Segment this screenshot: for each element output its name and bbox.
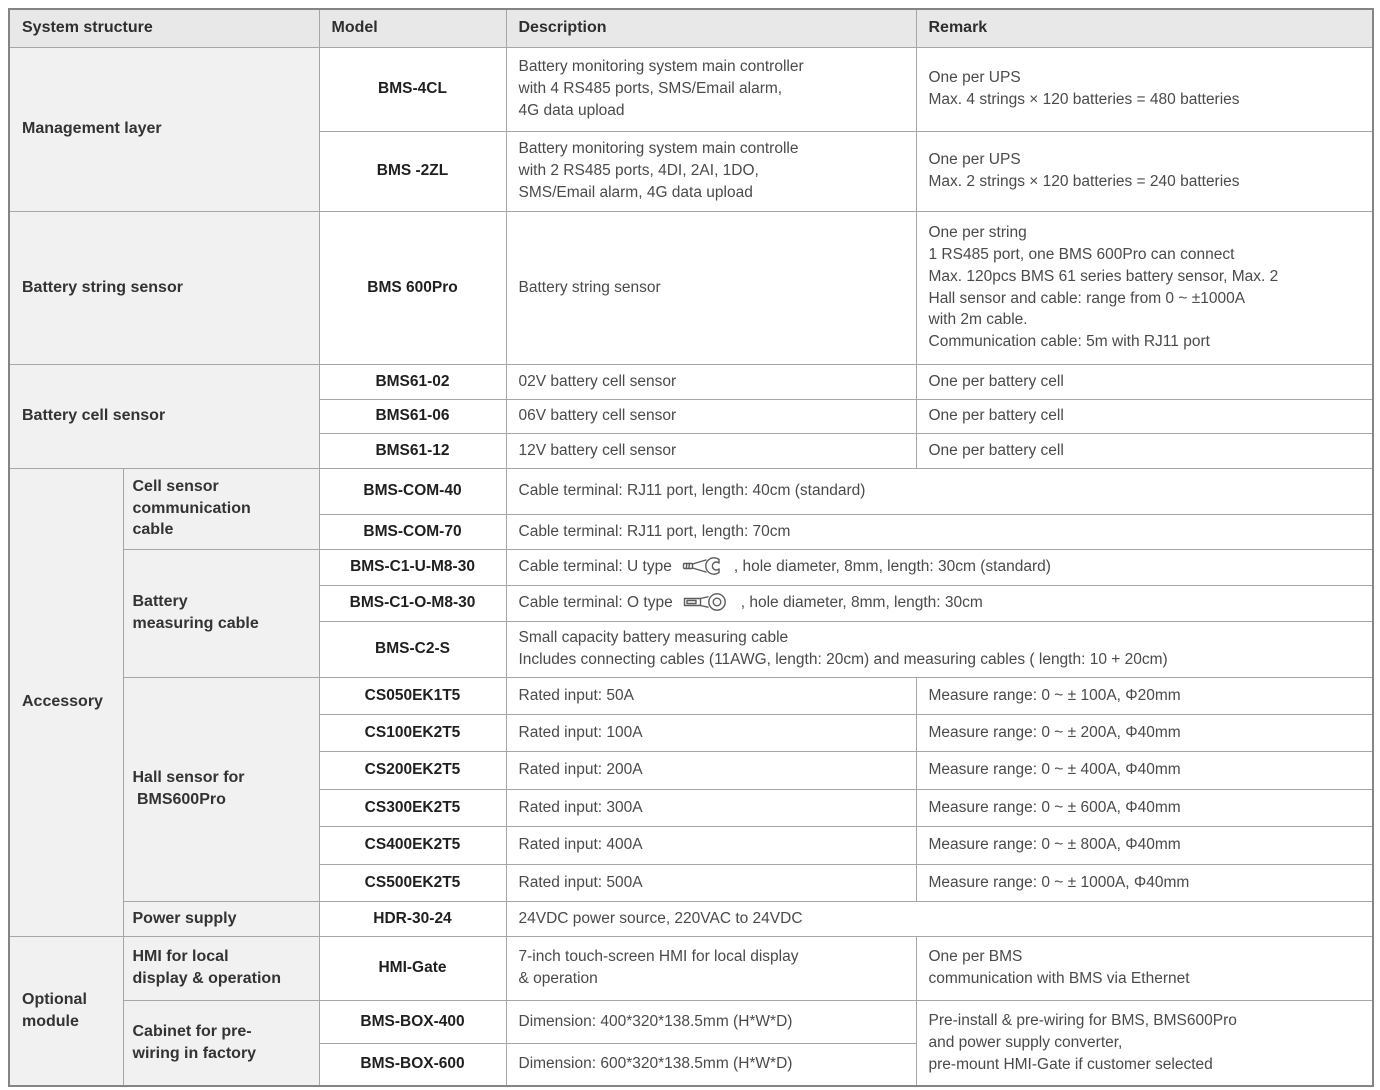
description-cell: 06V battery cell sensor xyxy=(506,399,916,433)
remark-cell: Measure range: 0 ~ ± 800A, Φ40mm xyxy=(916,826,1373,864)
model-cell: BMS61-02 xyxy=(319,364,506,399)
description-cell: Small capacity battery measuring cable Includes connecting cables (11AWG, length: 20cm) and measuring cables ( length: 10 + 20cm) xyxy=(506,621,1373,677)
remark-cell: One per battery cell xyxy=(916,364,1373,399)
table-row xyxy=(9,364,1373,399)
table-row xyxy=(9,1000,1373,1043)
model-cell: BMS61-06 xyxy=(319,399,506,433)
section-label-string-sensor: Battery string sensor xyxy=(9,211,319,364)
model-cell: BMS-4CL xyxy=(319,47,506,131)
model-cell: BMS-COM-40 xyxy=(319,468,506,514)
model-cell: CS300EK2T5 xyxy=(319,789,506,826)
description-cell: Rated input: 500A xyxy=(506,864,916,901)
remark-cell: One per battery cell xyxy=(916,399,1373,433)
subsection-label-power-supply: Power supply xyxy=(123,901,319,936)
model-cell: CS500EK2T5 xyxy=(319,864,506,901)
subsection-label-com-cable: Cell sensor communication cable xyxy=(123,468,319,549)
model-cell: HMI-Gate xyxy=(319,936,506,1000)
remark-cell: One per BMS communication with BMS via Ethernet xyxy=(916,936,1373,1000)
model-cell: CS200EK2T5 xyxy=(319,751,506,789)
remark-cell: Pre-install & pre-wiring for BMS, BMS600Pro and power supply converter, pre-mount HMI-Gate if customer selected xyxy=(916,1000,1373,1086)
description-cell: 24VDC power source, 220VAC to 24VDC xyxy=(506,901,1373,936)
description-text: Cable terminal: U type xyxy=(518,558,672,576)
description-text: , hole diameter, 8mm, length: 30cm xyxy=(740,594,983,612)
section-label-accessory: Accessory xyxy=(9,468,123,936)
remark-cell: Measure range: 0 ~ ± 200A, Φ40mm xyxy=(916,714,1373,751)
header-row xyxy=(9,9,1373,47)
model-cell: BMS61-12 xyxy=(319,433,506,468)
remark-cell: Measure range: 0 ~ ± 400A, Φ40mm xyxy=(916,751,1373,789)
section-label-management: Management layer xyxy=(9,47,319,211)
table-row xyxy=(9,47,1373,131)
subsection-label-hmi: HMI for local display & operation xyxy=(123,936,319,1000)
model-cell: BMS-BOX-600 xyxy=(319,1043,506,1086)
description-text: , hole diameter, 8mm, length: 30cm (standard) xyxy=(733,558,1051,576)
table-row xyxy=(9,677,1373,714)
model-cell: CS100EK2T5 xyxy=(319,714,506,751)
table-row xyxy=(9,901,1373,936)
description-cell: Cable terminal: RJ11 port, length: 70cm xyxy=(506,514,1373,549)
description-cell: 7-inch touch-screen HMI for local display & operation xyxy=(506,936,916,1000)
model-cell: BMS-BOX-400 xyxy=(319,1000,506,1043)
model-cell: BMS 600Pro xyxy=(319,211,506,364)
description-cell: 12V battery cell sensor xyxy=(506,433,916,468)
model-cell: BMS-COM-70 xyxy=(319,514,506,549)
header-system-structure: System structure xyxy=(9,9,319,47)
description-cell xyxy=(506,585,1373,621)
description-cell: Battery monitoring system main controlle with 2 RS485 ports, 4DI, 2AI, 1DO, SMS/Email alarm, 4G data upload xyxy=(506,131,916,211)
remark-cell: One per battery cell xyxy=(916,433,1373,468)
subsection-label-cabinet: Cabinet for pre- wiring in factory xyxy=(123,1000,319,1086)
model-cell: BMS-C2-S xyxy=(319,621,506,677)
subsection-label-measuring-cable: Battery measuring cable xyxy=(123,549,319,677)
description-cell: Rated input: 50A xyxy=(506,677,916,714)
header-model: Model xyxy=(319,9,506,47)
remark-cell: One per string 1 RS485 port, one BMS 600Pro can connect Max. 120pcs BMS 61 series battery sensor, Max. 2 Hall sensor and cable: range from 0 ~ ±1000A with 2m cable. Communication cable: 5m with RJ11 port xyxy=(916,211,1373,364)
remark-cell: Measure range: 0 ~ ± 600A, Φ40mm xyxy=(916,789,1373,826)
subsection-label-hall-sensor: Hall sensor for BMS600Pro xyxy=(123,677,319,901)
description-cell: Dimension: 600*320*138.5mm (H*W*D) xyxy=(506,1043,916,1086)
description-cell: Rated input: 300A xyxy=(506,789,916,826)
table-row xyxy=(9,936,1373,1000)
table-row xyxy=(9,211,1373,364)
description-cell xyxy=(506,549,1373,585)
model-cell: HDR-30-24 xyxy=(319,901,506,936)
o-terminal-icon xyxy=(683,591,735,613)
remark-cell: Measure range: 0 ~ ± 1000A, Φ40mm xyxy=(916,864,1373,901)
model-cell: CS050EK1T5 xyxy=(319,677,506,714)
section-label-cell-sensor: Battery cell sensor xyxy=(9,364,319,468)
description-text: Cable terminal: O type xyxy=(518,594,673,612)
remark-cell: Measure range: 0 ~ ± 100A, Φ20mm xyxy=(916,677,1373,714)
remark-cell: One per UPS Max. 2 strings × 120 batteries = 240 batteries xyxy=(916,131,1373,211)
header-description: Description xyxy=(506,9,916,47)
table-row xyxy=(9,549,1373,585)
description-cell: 02V battery cell sensor xyxy=(506,364,916,399)
description-cell: Rated input: 400A xyxy=(506,826,916,864)
u-terminal-icon xyxy=(682,555,728,577)
model-cell: BMS -2ZL xyxy=(319,131,506,211)
description-cell: Battery monitoring system main controller with 4 RS485 ports, SMS/Email alarm, 4G data upload xyxy=(506,47,916,131)
description-cell: Rated input: 200A xyxy=(506,751,916,789)
model-cell: BMS-C1-U-M8-30 xyxy=(319,549,506,585)
description-cell: Rated input: 100A xyxy=(506,714,916,751)
header-remark: Remark xyxy=(916,9,1373,47)
description-cell: Cable terminal: RJ11 port, length: 40cm (standard) xyxy=(506,468,1373,514)
table-row xyxy=(9,468,1373,514)
model-cell: CS400EK2T5 xyxy=(319,826,506,864)
model-cell: BMS-C1-O-M8-30 xyxy=(319,585,506,621)
description-cell: Battery string sensor xyxy=(506,211,916,364)
remark-cell: One per UPS Max. 4 strings × 120 batteries = 480 batteries xyxy=(916,47,1373,131)
section-label-optional-module: Optional module xyxy=(9,936,123,1086)
spec-table xyxy=(8,8,1374,1087)
description-cell: Dimension: 400*320*138.5mm (H*W*D) xyxy=(506,1000,916,1043)
